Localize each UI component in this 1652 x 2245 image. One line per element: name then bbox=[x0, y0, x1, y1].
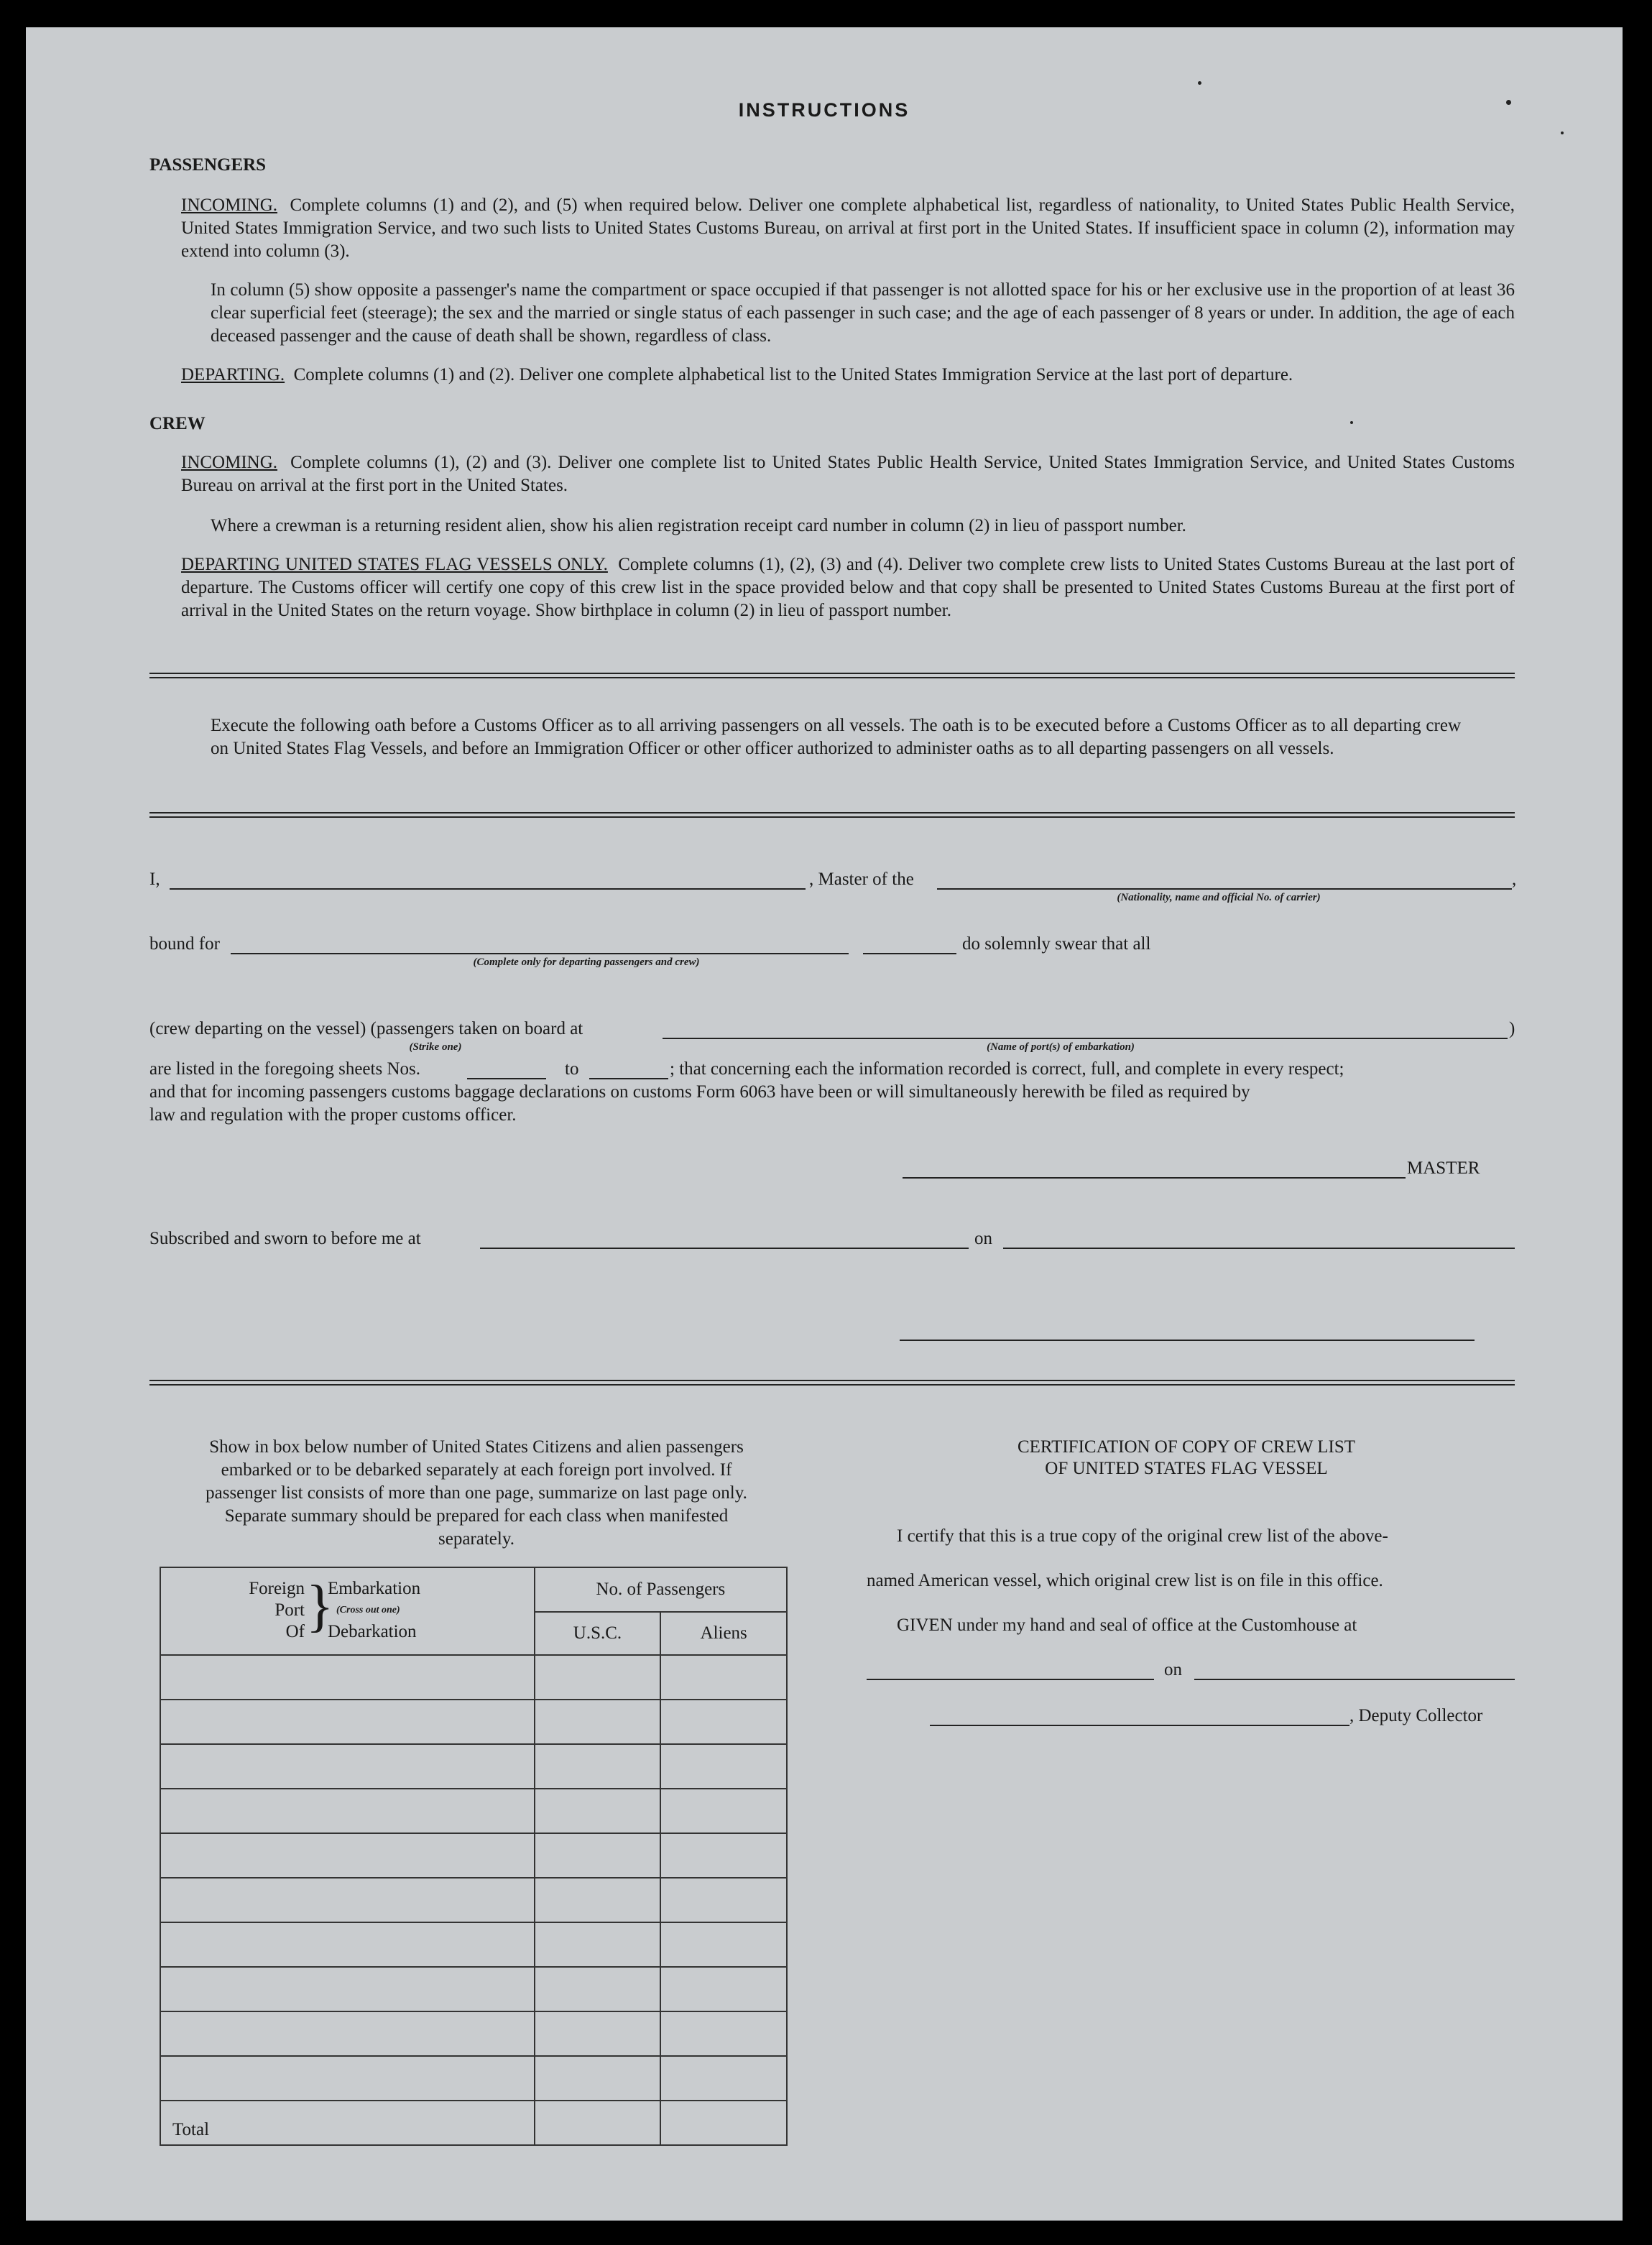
double-rule bbox=[149, 673, 1515, 678]
table-cell-usc[interactable] bbox=[535, 1922, 661, 1967]
deputy-collector-label: , Deputy Collector bbox=[1349, 1706, 1483, 1725]
table-row bbox=[160, 1967, 787, 2011]
certification-line1: I certify that this is a true copy of the original crew list of the above- bbox=[897, 1526, 1388, 1546]
crew-passengers-label: (crew departing on the vessel) (passengers taken on board at bbox=[149, 1019, 583, 1038]
passengers-column5-paragraph: In column (5) show opposite a passenger's name the compartment or space occupied if that passenger is not allotted space for his or her exclusive use in the proportion of at least 36 clear superficial feet (steerage); the sex and the married or single status of each passenger in such case; and the age of each passenger of 8 years or under. In addition, the age of each deceased passenger and the cause of death shall be shown, regardless of class. bbox=[211, 280, 1515, 346]
to-label: to bbox=[565, 1059, 579, 1079]
carrier-field[interactable] bbox=[937, 888, 1512, 890]
table-cell-aliens[interactable] bbox=[660, 1700, 787, 1744]
table-cell-port[interactable] bbox=[160, 1700, 535, 1744]
passengers-departing-label: DEPARTING. bbox=[181, 365, 285, 384]
table-cell-port[interactable] bbox=[160, 1967, 535, 2011]
speck bbox=[1561, 132, 1564, 134]
table-cell-usc[interactable] bbox=[535, 1655, 661, 1700]
master-label: MASTER bbox=[1407, 1158, 1480, 1178]
table-cell-port[interactable] bbox=[160, 1744, 535, 1789]
table-cell-aliens[interactable] bbox=[660, 2011, 787, 2056]
crew-departing-paragraph bbox=[181, 553, 1515, 622]
table-cell-aliens[interactable] bbox=[660, 1655, 787, 1700]
complete-only-note: (Complete only for departing passengers and crew) bbox=[473, 956, 700, 968]
port-note: (Name of port(s) of embarkation) bbox=[987, 1041, 1135, 1053]
table-cell-usc[interactable] bbox=[535, 1700, 661, 1744]
table-cell-aliens[interactable] bbox=[660, 1878, 787, 1922]
passengers-incoming-paragraph bbox=[181, 194, 1515, 263]
foreign-label: Foreign bbox=[249, 1579, 305, 1598]
passengers-heading: PASSENGERS bbox=[149, 155, 267, 175]
table-cell-port[interactable] bbox=[160, 2056, 535, 2101]
master-signature-field[interactable] bbox=[903, 1177, 1406, 1179]
aliens-header: Aliens bbox=[660, 1612, 787, 1655]
strike-one-note: (Strike one) bbox=[409, 1041, 462, 1053]
box-instruction: Show in box below number of United States Citizens and alien passengers embarked or to be debarked separately at each foreign port involved. If passenger list consists of more than one page, summarize on last page only. Separate summary should be prepared for each class when manifested separately. bbox=[206, 1437, 747, 1549]
subscribed-date-field[interactable] bbox=[1003, 1248, 1515, 1249]
bound-for-field-2[interactable] bbox=[863, 953, 956, 954]
table-row bbox=[160, 1744, 787, 1789]
certification-line2: named American vessel, which original crew list is on file in this office. bbox=[867, 1571, 1383, 1590]
sheet-from-field[interactable] bbox=[467, 1078, 546, 1079]
crew-incoming-label: INCOMING. bbox=[181, 453, 278, 472]
table-cell-port[interactable] bbox=[160, 1878, 535, 1922]
port-label: Port bbox=[274, 1600, 305, 1620]
crew-incoming-text: Complete columns (1), (2) and (3). Deliver one complete list to United States Public Health Service, United States Immigration Service, and United States Customs Bureau on arrival at the first port in the United States. bbox=[181, 453, 1515, 495]
oath-line2: and that for incoming passengers customs baggage declarations on customs Form 6063 have been or will simultaneously herewith be filed as required by bbox=[149, 1082, 1250, 1102]
subscribed-label: Subscribed and sworn to before me at bbox=[149, 1229, 421, 1248]
form-sheet bbox=[26, 27, 1623, 2221]
speck bbox=[1198, 81, 1201, 85]
master-of-the-label: , Master of the bbox=[809, 870, 914, 889]
ports-table bbox=[160, 1567, 788, 2146]
table-cell-usc[interactable] bbox=[535, 1789, 661, 1833]
table-cell-port[interactable] bbox=[160, 1655, 535, 1700]
ports-body bbox=[160, 1655, 787, 2101]
total-label: Total bbox=[160, 2101, 535, 2145]
passengers-departing-text: Complete columns (1) and (2). Deliver one complete alphabetical list to the United States Immigration Service at the last port of departure. bbox=[293, 365, 1293, 384]
table-cell-port[interactable] bbox=[160, 1922, 535, 1967]
table-cell-usc[interactable] bbox=[535, 1878, 661, 1922]
bound-for-field[interactable] bbox=[231, 953, 849, 954]
table-row bbox=[160, 2056, 787, 2101]
solemnly-swear-label: do solemnly swear that all bbox=[962, 934, 1151, 954]
table-cell-aliens[interactable] bbox=[660, 2056, 787, 2101]
crew-resident-paragraph: Where a crewman is a returning resident alien, show his alien registration receipt card number in column (2) in lieu of passport number. bbox=[211, 516, 1186, 535]
certification-on-label: on bbox=[1164, 1660, 1182, 1679]
total-aliens-cell[interactable] bbox=[660, 2101, 787, 2145]
table-cell-aliens[interactable] bbox=[660, 1967, 787, 2011]
cross-out-note: (Cross out one) bbox=[336, 1605, 400, 1615]
table-cell-usc[interactable] bbox=[535, 1833, 661, 1878]
port-of-embarkation-field[interactable] bbox=[663, 1038, 1508, 1039]
certification-title-line1: CERTIFICATION OF COPY OF CREW LIST bbox=[1017, 1437, 1356, 1457]
table-row bbox=[160, 2011, 787, 2056]
passengers-incoming-text: Complete columns (1) and (2), and (5) when required below. Deliver one complete alphabetical list, regardless of nationality, to United States Public Health Service, United States Immigration Service, and two such lists to United States Customs Bureau, on arrival at first port in the United States. If insufficient space in column (2), information may extend into column (3). bbox=[181, 195, 1515, 261]
close-paren: ) bbox=[1509, 1019, 1515, 1038]
table-row bbox=[160, 1789, 787, 1833]
certification-line3: GIVEN under my hand and seal of office at the Customhouse at bbox=[897, 1615, 1357, 1635]
table-cell-port[interactable] bbox=[160, 1833, 535, 1878]
crew-departing-label: DEPARTING UNITED STATES FLAG VESSELS ONLY. bbox=[181, 555, 608, 574]
oath-line3: law and regulation with the proper customs officer. bbox=[149, 1105, 517, 1125]
table-cell-aliens[interactable] bbox=[660, 1789, 787, 1833]
double-rule bbox=[149, 812, 1515, 818]
sheet-to-field[interactable] bbox=[589, 1078, 668, 1079]
total-usc-cell[interactable] bbox=[535, 2101, 661, 2145]
total-row bbox=[160, 2101, 787, 2145]
table-cell-usc[interactable] bbox=[535, 1744, 661, 1789]
passengers-departing-paragraph bbox=[181, 364, 1515, 387]
embarkation-label: Embarkation bbox=[328, 1579, 421, 1598]
officer-signature-field[interactable] bbox=[900, 1340, 1475, 1341]
nationality-note: (Nationality, name and official No. of carrier) bbox=[1117, 892, 1321, 903]
table-cell-usc[interactable] bbox=[535, 2056, 661, 2101]
crew-departing-text: Complete columns (1), (2), (3) and (4). Deliver two complete crew lists to United States Customs Bureau at the last port of departure. The Customs officer will certify one copy of this crew list in the space provided below and that copy shall be presented to United States Customs Bureau at the first port of arrival in the United States on the return voyage. Show birthplace in column (2) in lieu of passport number. bbox=[181, 555, 1515, 620]
table-row bbox=[160, 1833, 787, 1878]
certification-title-line2: OF UNITED STATES FLAG VESSEL bbox=[1045, 1459, 1328, 1478]
crew-heading: CREW bbox=[149, 414, 206, 433]
comma: , bbox=[1512, 870, 1517, 889]
deputy-signature-field[interactable] bbox=[930, 1725, 1349, 1726]
oath-i-label: I, bbox=[149, 870, 160, 889]
listed-rest: ; that concerning each the information recorded is correct, full, and complete in every respect; bbox=[670, 1059, 1344, 1079]
debarkation-label: Debarkation bbox=[328, 1622, 417, 1641]
passengers-incoming-label: INCOMING. bbox=[181, 195, 278, 215]
of-label: Of bbox=[285, 1622, 305, 1641]
table-row bbox=[160, 1878, 787, 1922]
double-rule bbox=[149, 1380, 1515, 1386]
certification-date-field[interactable] bbox=[1194, 1679, 1515, 1680]
no-of-passengers-header: No. of Passengers bbox=[535, 1567, 787, 1612]
listed-in-label: are listed in the foregoing sheets Nos. bbox=[149, 1059, 420, 1079]
table-row bbox=[160, 1700, 787, 1744]
subscribed-at-field[interactable] bbox=[480, 1248, 969, 1249]
table-row bbox=[160, 1922, 787, 1967]
table-header-row bbox=[160, 1567, 787, 1612]
table-cell-usc[interactable] bbox=[535, 2011, 661, 2056]
oath-instruction: Execute the following oath before a Customs Officer as to all arriving passengers on all vessels. The oath is to be executed before a Customs Officer as to all departing crew on United States Flag Vessels, and before an Immigration Officer or other officer authorized to administer oaths as to all departing passengers on all vessels. bbox=[211, 716, 1461, 758]
table-cell-aliens[interactable] bbox=[660, 1744, 787, 1789]
customhouse-field[interactable] bbox=[867, 1679, 1154, 1680]
table-cell-port[interactable] bbox=[160, 2011, 535, 2056]
table-row bbox=[160, 1655, 787, 1700]
brace: } bbox=[306, 1575, 334, 1638]
table-cell-aliens[interactable] bbox=[660, 1833, 787, 1878]
port-header-cell bbox=[160, 1567, 535, 1655]
page-title: INSTRUCTIONS bbox=[738, 99, 910, 121]
crew-incoming-paragraph bbox=[181, 451, 1515, 497]
table-cell-port[interactable] bbox=[160, 1789, 535, 1833]
usc-header: U.S.C. bbox=[535, 1612, 661, 1655]
subscribed-on-label: on bbox=[974, 1229, 992, 1248]
table-cell-aliens[interactable] bbox=[660, 1922, 787, 1967]
bound-for-label: bound for bbox=[149, 934, 220, 954]
speck bbox=[1350, 421, 1353, 424]
master-name-field[interactable] bbox=[170, 888, 806, 890]
table-cell-usc[interactable] bbox=[535, 1967, 661, 2011]
